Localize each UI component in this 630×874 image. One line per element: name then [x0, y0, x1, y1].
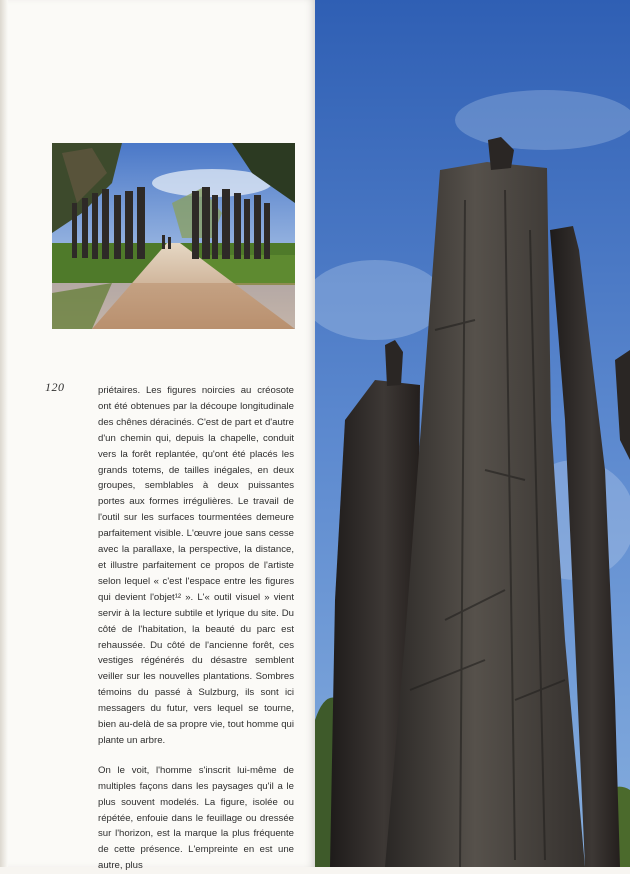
main-photo — [315, 0, 630, 867]
inset-photo — [52, 143, 295, 329]
page-number: 120 — [45, 380, 65, 394]
body-text — [98, 383, 294, 874]
page-edge — [0, 0, 8, 867]
left-page — [0, 0, 315, 872]
paragraph-2: On le voit, l'homme s'inscrit lui-même de multiples façons dans les paysages qu'il a le plus souvent modelés. La figure, isolée ou répétée, enfouie dans le feuillage ou dressée sur l'horizon, est la marque la plus fréquente de cette présence. L'empreinte en est une autre, plus — [98, 764, 294, 872]
paragraph-1: priétaires. Les figures noircies au créosote ont été obtenues par la découpe longitudinale des chênes déracinés. C'est de part et d'autre d'un chemin qui, depuis la chapelle, conduit vers la forêt replantée, qu'ont été placés les grands totems, de tailles inégales, en deux groupes, semblables à deux puissantes portes aux formes irrégulières. Le travail de l'outil sur les surfaces tourmentées demeure parfaitement visible. L'œuvre joue sans cesse avec la parallaxe, la perspective, la distance, et illustre parfaitement ce propos de l'artiste selon lequel « c'est l'espace entre les figures qui devient l'objet¹² ». L'« outil visuel » vient servir à la lecture subtile et lyrique du site. Du côté de l'habitation, la beauté du parc est rehaussée. Du côté de l'ancienne forêt, ces vestiges régénérés du désastre semblent veiller sur les nouvelles plantations. Sombres témoins du passé à Sulzburg, ils sont ici messagers du futur, vers lequel se tourne, bien au-delà de sa propre vie, tout homme qui plante un arbre. — [98, 385, 294, 746]
